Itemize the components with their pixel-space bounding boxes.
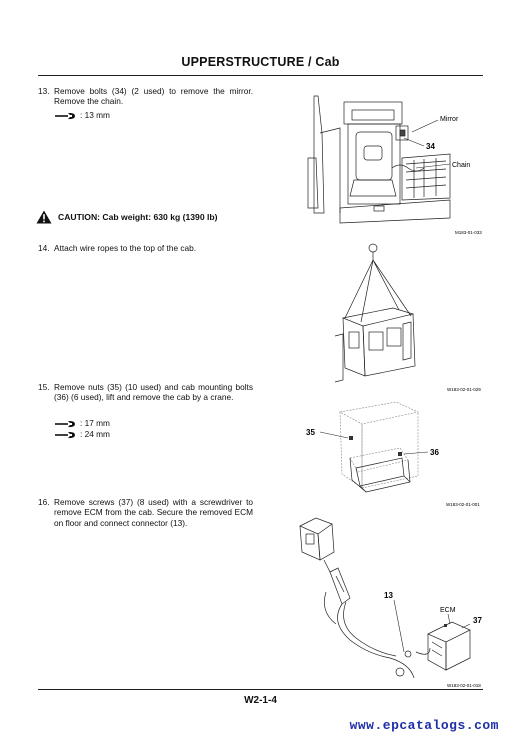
step-number: 16.	[38, 497, 50, 507]
wrench-spec-17	[54, 418, 110, 429]
page-title: UPPERSTRUCTURE / Cab	[181, 55, 340, 69]
step-15	[38, 382, 253, 403]
figure-wire-ropes	[335, 240, 485, 390]
spec-text: : 13 mm	[80, 110, 110, 121]
page-number: W2-1-4	[244, 695, 277, 706]
figure-code: W183-02-01-001	[446, 502, 480, 507]
figure-code: W183-02-01-029	[447, 387, 481, 392]
figure-cab-mounting	[300, 398, 490, 513]
figure-code: W183-02-01-018	[447, 683, 481, 688]
label-ecm: ECM	[440, 607, 456, 614]
step-text: Remove nuts (35) (10 used) and cab mounting bolts (36) (6 used), lift and remove the cab by a crane.	[54, 382, 253, 403]
wrench-spec-24	[54, 429, 110, 440]
label-mirror: Mirror	[440, 116, 459, 123]
step-number: 14.	[38, 243, 50, 253]
wrench-icon	[54, 112, 76, 120]
step-text: Remove screws (37) (8 used) with a screwdriver to remove ECM from the cab. Secure the removed ECM on floor and connect connector (13).	[54, 497, 253, 528]
header-rule	[38, 75, 483, 76]
callout-35: 35	[306, 428, 315, 437]
callout-36: 36	[430, 448, 439, 457]
callout-34: 34	[426, 142, 435, 151]
step-16	[38, 497, 253, 528]
watermark-text: www.epcatalogs.com	[349, 718, 499, 733]
label-chain: Chain	[452, 162, 471, 169]
step-14	[38, 243, 253, 253]
wrench-icon	[54, 431, 76, 439]
step-number: 15.	[38, 382, 50, 392]
figure-mirror-removal	[300, 88, 490, 235]
step-text: Attach wire ropes to the top of the cab.	[54, 243, 197, 254]
spec-text: : 24 mm	[80, 429, 110, 440]
spec-text: : 17 mm	[80, 418, 110, 429]
wrench-icon	[54, 420, 76, 428]
step-13	[38, 86, 253, 107]
figure-code: M183-01-033	[455, 230, 482, 235]
step-number: 13.	[38, 86, 50, 96]
footer-rule	[38, 689, 483, 690]
caution-text: CAUTION: Cab weight: 630 kg (1390 lb)	[58, 212, 218, 222]
caution-note	[36, 210, 218, 224]
step-text: Remove bolts (34) (2 used) to remove the mirror. Remove the chain.	[54, 86, 253, 107]
callout-37: 37	[473, 616, 482, 625]
wrench-spec-13	[54, 110, 110, 121]
figure-ecm-removal	[290, 512, 490, 690]
callout-13: 13	[384, 591, 393, 600]
warning-triangle-icon	[36, 210, 52, 224]
